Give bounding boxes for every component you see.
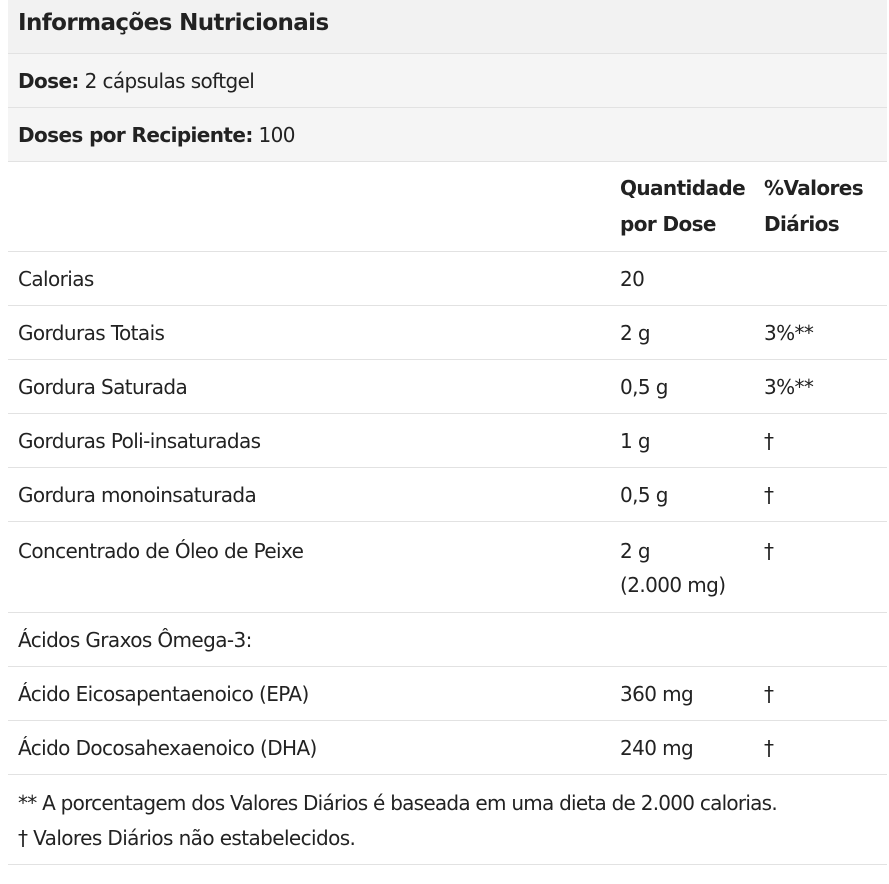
amount-header-line2: por Dose	[620, 212, 716, 236]
page-title: Informações Nutricionais	[18, 10, 329, 36]
table-row	[8, 305, 887, 359]
dv-header-line2: Diários	[764, 212, 840, 236]
nutrient-group-name: Ácidos Graxos Ômega-3:	[18, 628, 252, 652]
nutrient-name: Ácido Eicosapentaenoico (EPA)	[18, 682, 309, 706]
servings-per-container-value: 100	[258, 123, 295, 147]
footnote-dagger: † Valores Diários não estabelecidos.	[18, 826, 356, 850]
nutrient-amount: 240 mg	[620, 736, 694, 760]
table-row	[8, 666, 887, 720]
nutrient-name: Gordura monoinsaturada	[18, 483, 257, 507]
nutrient-amount-detail: (2.000 mg)	[620, 573, 726, 597]
nutrient-name: Gorduras Poli-insaturadas	[18, 429, 261, 453]
nutrient-dv: †	[764, 682, 774, 706]
nutrient-dv: †	[764, 539, 774, 563]
footnotes	[8, 774, 887, 864]
table-row	[8, 359, 887, 413]
table-row	[8, 413, 887, 467]
nutrient-dv: †	[764, 483, 774, 507]
dv-header-line1: %Valores	[764, 176, 864, 200]
nutrient-amount: 2 g	[620, 539, 650, 563]
nutrient-amount: 1 g	[620, 429, 650, 453]
nutrient-name: Gordura Saturada	[18, 375, 188, 399]
table-row	[8, 612, 887, 666]
nutrient-dv: †	[764, 429, 774, 453]
nutrient-amount: 0,5 g	[620, 375, 668, 399]
servings-per-container-label: Doses por Recipiente:	[18, 123, 253, 147]
column-header-row	[8, 161, 887, 251]
serving-info	[18, 63, 254, 99]
nutrient-dv: †	[764, 736, 774, 760]
nutrient-dv: 3%**	[764, 321, 814, 345]
amount-header-line1: Quantidade	[620, 176, 746, 200]
servings-per-container-row	[8, 107, 887, 161]
nutrient-name: Ácido Docosahexaenoico (DHA)	[18, 736, 317, 760]
table-row	[8, 467, 887, 521]
footnote-daily-value: ** A porcentagem dos Valores Diários é baseada em uma dieta de 2.000 calorias.	[18, 791, 777, 815]
nutrient-amount: 20	[620, 267, 645, 291]
serving-value: 2 cápsulas softgel	[84, 69, 255, 93]
nutrient-name: Concentrado de Óleo de Peixe	[18, 539, 304, 563]
serving-row	[8, 53, 887, 107]
servings-per-container-info	[18, 117, 295, 153]
table-row	[8, 521, 887, 612]
bottom-divider	[8, 864, 887, 865]
table-row	[8, 720, 887, 774]
nutrient-name: Gorduras Totais	[18, 321, 165, 345]
serving-label: Dose:	[18, 69, 79, 93]
table-row	[8, 251, 887, 305]
nutrient-amount: 360 mg	[620, 682, 694, 706]
nutrient-name: Calorias	[18, 267, 94, 291]
nutrient-dv: 3%**	[764, 375, 814, 399]
nutrient-amount: 2 g	[620, 321, 650, 345]
nutrient-amount: 0,5 g	[620, 483, 668, 507]
title-row	[8, 0, 887, 53]
